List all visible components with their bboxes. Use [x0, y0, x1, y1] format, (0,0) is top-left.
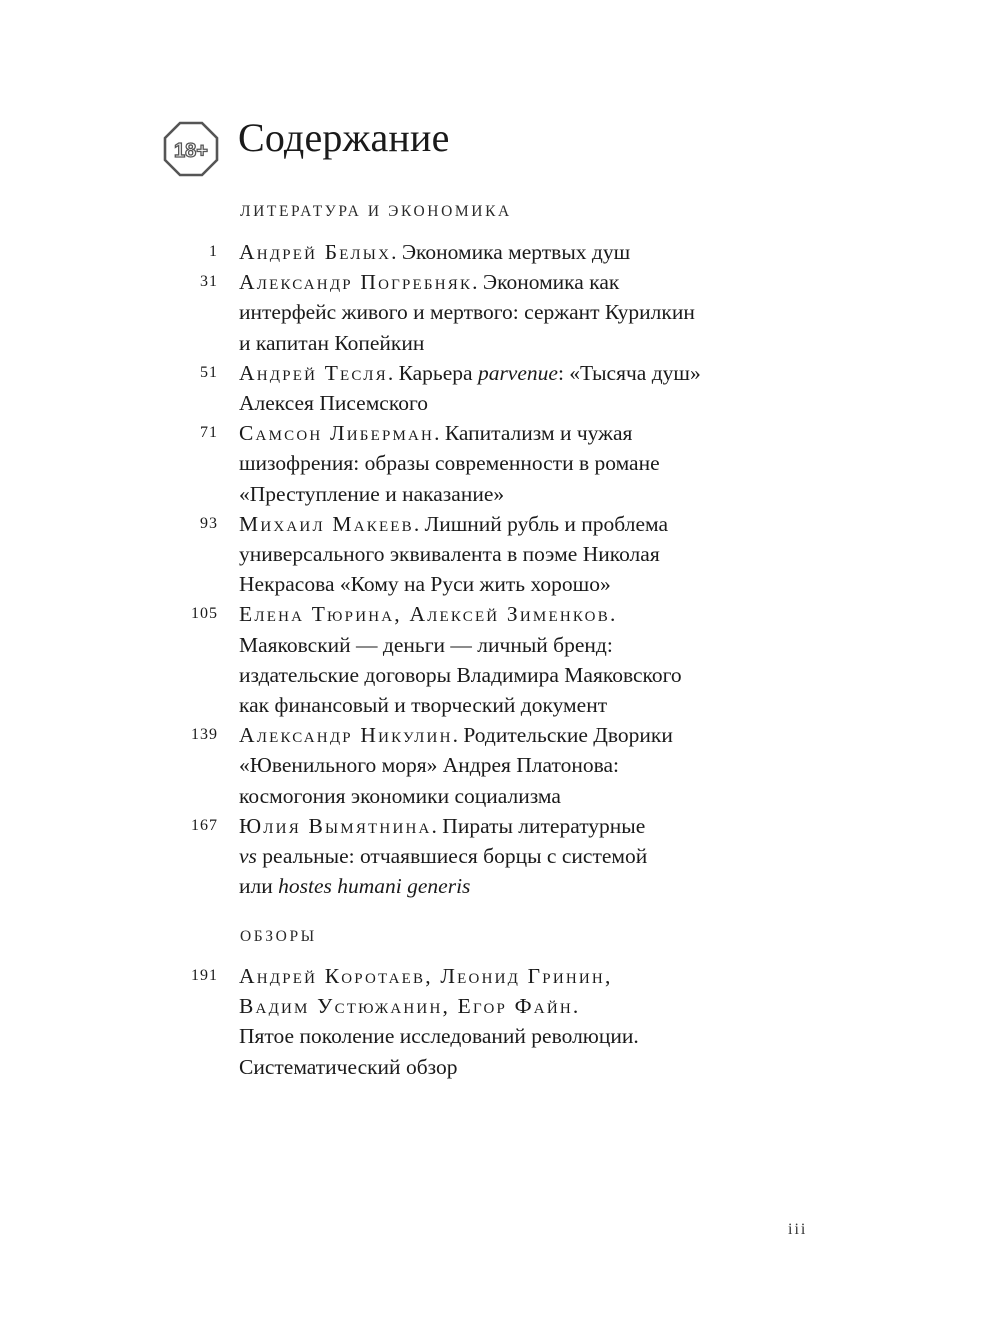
toc-entry-text: Пятое поколение исследований революции. — [239, 1024, 639, 1049]
toc-entry-text: «Ювенильного моря» Андрея Платонова: — [239, 753, 620, 778]
toc-entry-text: универсального эквивалента в поэме Николая — [239, 542, 660, 567]
toc-entry-text: как финансовый и творческий документ — [239, 693, 608, 718]
toc-entry-text: . Пираты литературные — [431, 813, 646, 838]
toc-entry-text: . Карьера — [387, 360, 478, 385]
toc-entry-page-number: 51 — [200, 363, 218, 381]
toc-entry[interactable] — [0, 358, 1000, 418]
toc-entry-line — [239, 539, 799, 569]
toc-entry-author: Вадим Устюжанин, Егор Файн — [239, 994, 573, 1019]
toc-entry-author: Андрей Белых — [239, 240, 392, 264]
toc-entry-line — [239, 237, 799, 267]
toc-entry-text: Алексея Писемского — [239, 391, 428, 416]
toc-entry-line — [239, 841, 799, 871]
toc-entry-page-number: 167 — [191, 816, 218, 834]
toc-entry-text: : «Тысяча душ» — [557, 360, 701, 385]
toc-entry-author: Александр Погребняк — [239, 270, 473, 295]
toc-entry-text: . Родительские Дворики — [452, 723, 673, 748]
toc-entry[interactable] — [0, 418, 1000, 509]
toc-entry-line — [239, 448, 799, 478]
toc-entry-author: Андрей Тесля — [239, 360, 388, 385]
toc-entry-title — [239, 961, 799, 1082]
toc-entry[interactable] — [0, 267, 1000, 358]
toc-entry-title — [239, 509, 799, 600]
toc-entry-page-number: 93 — [200, 514, 218, 532]
toc-entry-line — [239, 509, 799, 539]
toc-entry-text: и капитан Копейкин — [239, 330, 425, 355]
toc-entry-text: Некрасова «Кому на Руси жить хорошо» — [239, 572, 611, 597]
toc-entry-italic-text: hostes humani generis — [278, 874, 471, 899]
toc-entry-line — [239, 630, 799, 660]
toc-entry-line — [239, 750, 799, 780]
toc-entry-line — [239, 297, 799, 327]
toc-entry-title — [239, 811, 799, 902]
toc-entry-line — [239, 871, 799, 901]
toc-entry[interactable] — [0, 237, 1000, 267]
toc-entry-title — [239, 267, 799, 358]
toc-entry-text: интерфейс живого и мертвого: сержант Курилкин — [239, 300, 695, 325]
toc-entry-text: . Лишний рубль и проблема — [413, 511, 668, 536]
toc-entry-text: . — [609, 602, 616, 627]
toc-entry-title — [239, 237, 799, 267]
toc-entry-author: Александр Никулин — [239, 723, 453, 748]
toc-entry-title — [239, 418, 799, 509]
toc-entry-line — [239, 991, 799, 1021]
toc-entry-line — [239, 1021, 799, 1051]
toc-entry-text: «Преступление и наказание» — [239, 481, 505, 506]
toc-entry-author: Самсон Либерман — [239, 421, 435, 446]
toc-entry-author: Андрей Коротаев, Леонид Гринин, — [239, 964, 613, 988]
toc-entry-line — [239, 479, 799, 509]
toc-entry-italic-text: vs — [239, 844, 257, 869]
toc-entry-page-number: 191 — [191, 967, 218, 984]
toc-entry-text: издательские договоры Владимира Маяковского — [239, 662, 682, 687]
toc-entry-italic-text: parvenue — [477, 360, 558, 385]
toc-entry-text: или — [239, 874, 279, 899]
toc-entry-line — [239, 418, 799, 448]
section-heading-literature: ЛИТЕРАТУРА И ЭКОНОМИКА — [240, 203, 512, 220]
page-title: Содержание — [238, 115, 450, 160]
toc-entry-author: Михаил Макеев — [239, 511, 414, 536]
toc-entry-line — [239, 1052, 799, 1082]
toc-entry-line — [239, 781, 799, 811]
toc-entry-page-number: 105 — [191, 605, 218, 623]
toc-entry-text: . Экономика мертвых душ — [391, 240, 631, 264]
toc-entry-line — [239, 961, 799, 991]
toc-entry-title — [239, 599, 799, 720]
toc-entry[interactable] — [0, 811, 1000, 902]
section-heading-reviews: ОБЗОРЫ — [240, 928, 317, 945]
toc-entry-text: . Капитализм и чужая — [434, 421, 633, 446]
toc-entry-text: . Экономика как — [472, 270, 620, 295]
toc-entry-author: Юлия Вымятнина — [239, 813, 432, 838]
toc-entry-line — [239, 720, 799, 750]
toc-entry-text: шизофрения: образы современности в романе — [239, 451, 660, 476]
toc-section-literature — [0, 237, 1000, 901]
toc-entry[interactable] — [0, 509, 1000, 600]
toc-entry-line — [239, 660, 799, 690]
toc-entry-author: Елена Тюрина, Алексей Зименков — [239, 602, 610, 627]
toc-entry[interactable] — [0, 961, 1000, 1082]
toc-entry-line — [239, 328, 799, 358]
toc-entry-page-number: 1 — [209, 243, 218, 260]
toc-entry-line — [239, 569, 799, 599]
toc-entry-page-number: 31 — [200, 273, 218, 291]
toc-entry-line — [239, 388, 799, 418]
toc-entry-text: реальные: отчаявшиеся борцы с системой — [256, 844, 648, 869]
toc-entry-line — [239, 599, 799, 629]
toc-entry-title — [239, 358, 799, 418]
toc-entry-line — [239, 267, 799, 297]
toc-entry[interactable] — [0, 720, 1000, 811]
age-rating-label: 18+ — [174, 140, 208, 162]
toc-entry-text: . — [572, 994, 579, 1019]
toc-entry-line — [239, 358, 799, 388]
toc-entry[interactable] — [0, 599, 1000, 720]
toc-section-reviews — [0, 961, 1000, 1082]
page-folio: iii — [788, 1221, 808, 1238]
toc-entry-title — [239, 720, 799, 811]
toc-entry-page-number: 139 — [191, 726, 218, 744]
toc-entry-line — [239, 690, 799, 720]
toc-entry-text: Систематический обзор — [239, 1054, 458, 1079]
toc-entry-page-number: 71 — [200, 424, 218, 442]
toc-entry-text: космогония экономики социализма — [239, 783, 561, 808]
age-rating-badge — [163, 121, 219, 177]
toc-entry-line — [239, 811, 799, 841]
toc-entry-text: Маяковский — деньги — личный бренд: — [239, 632, 613, 657]
